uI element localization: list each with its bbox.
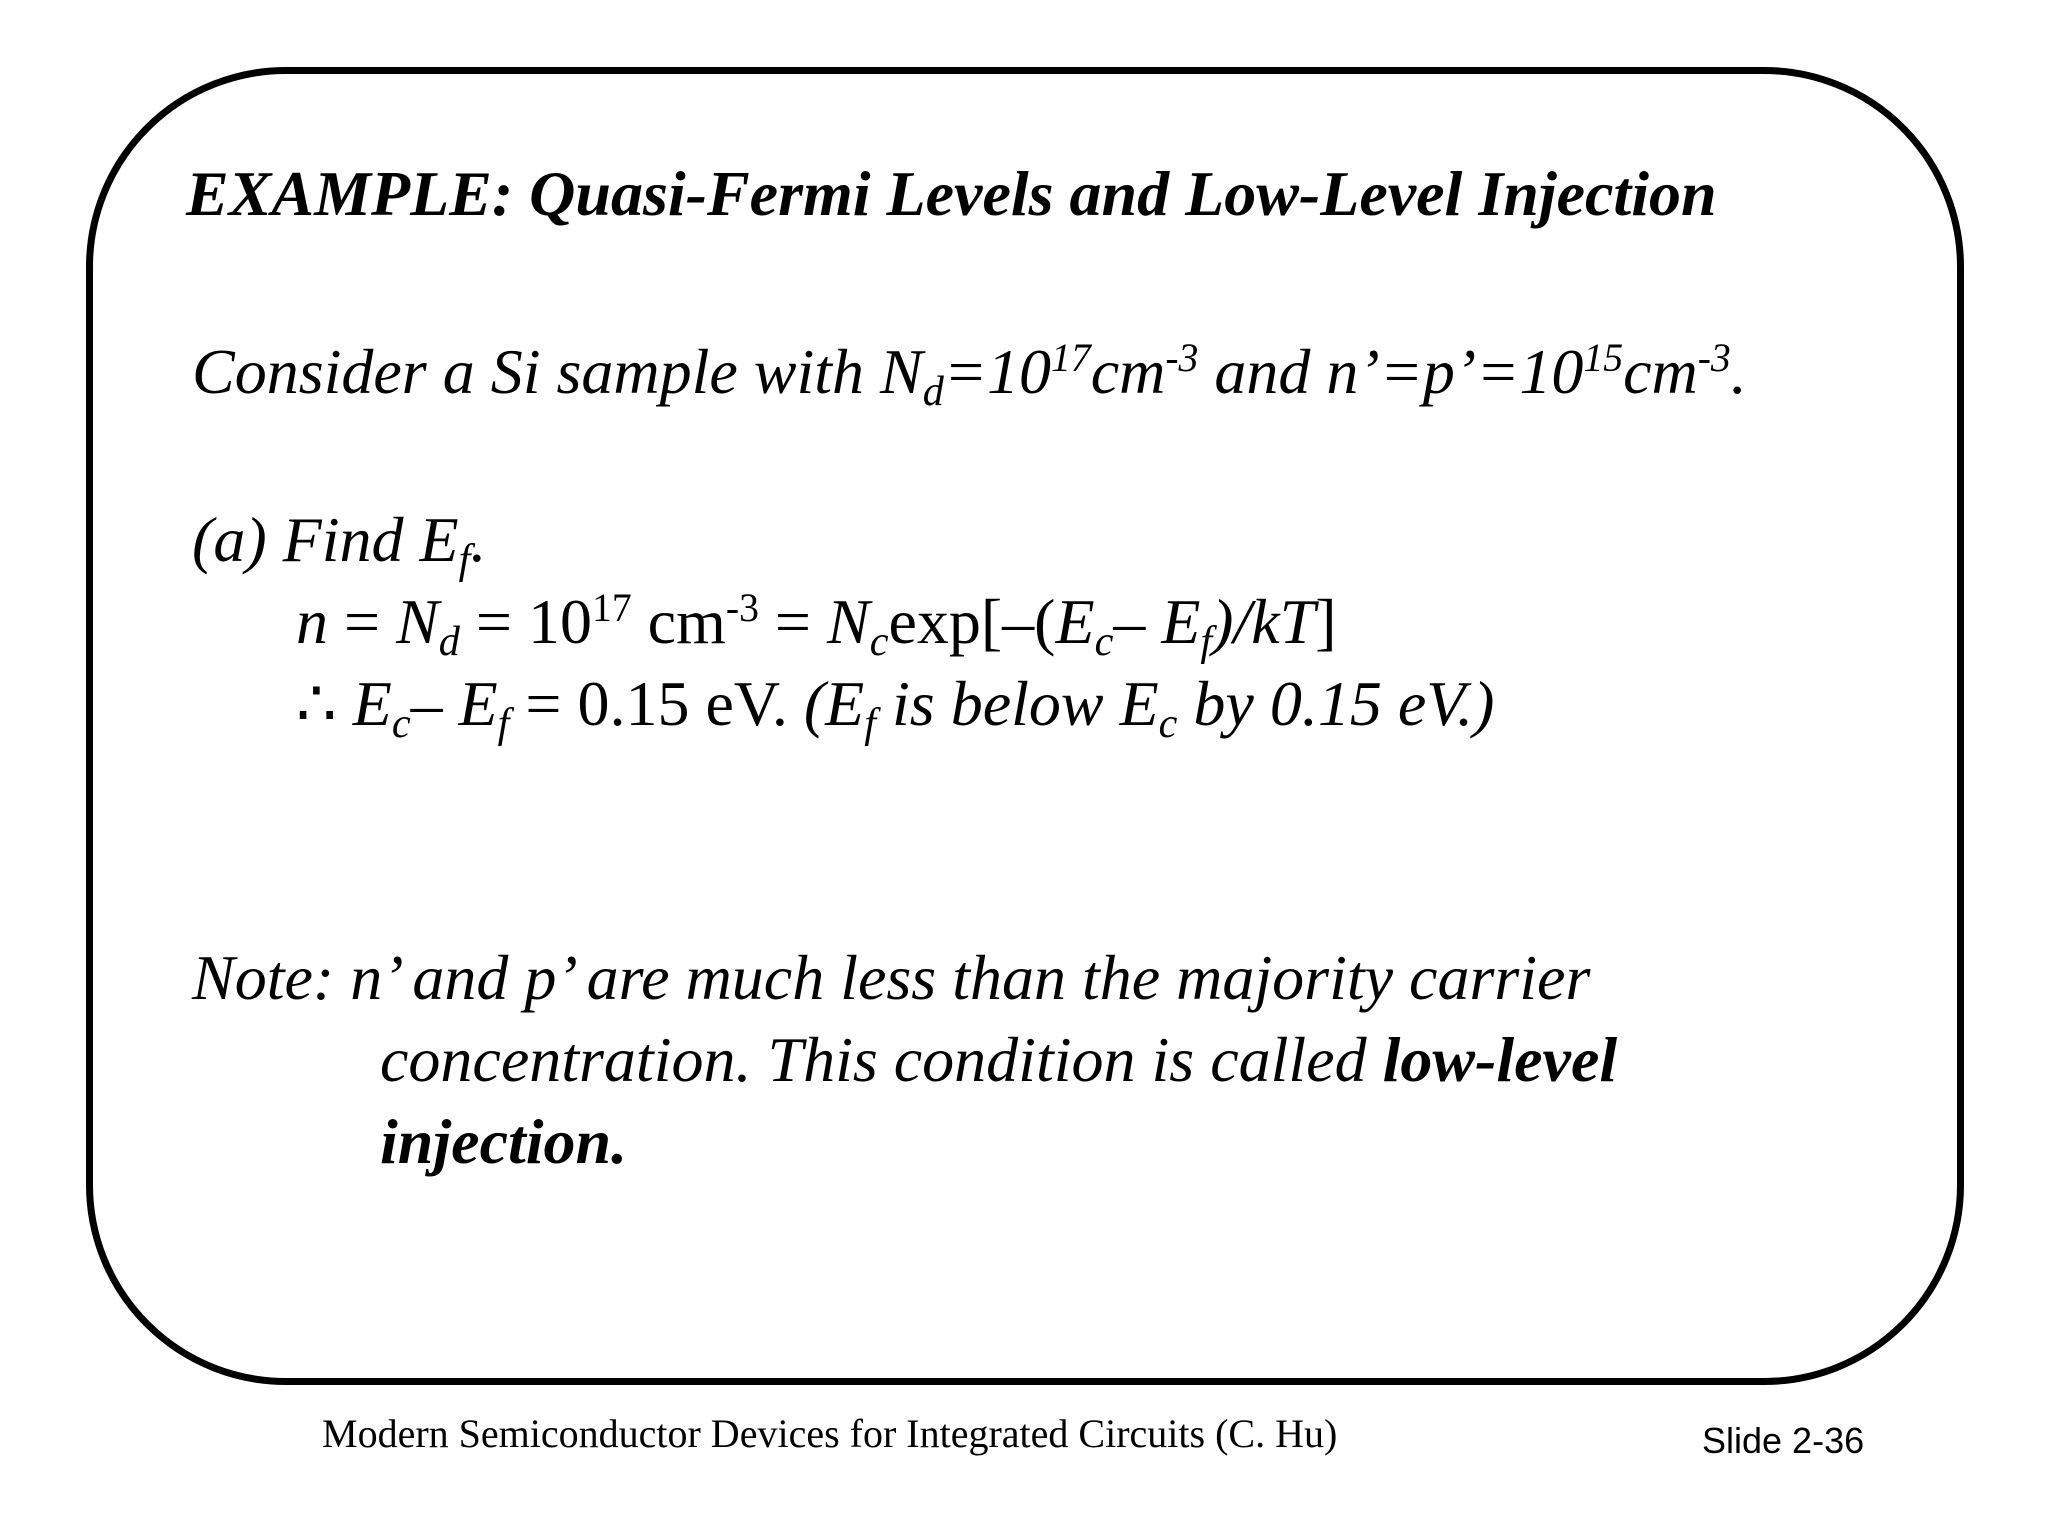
slide-number: Slide 2-36 xyxy=(1702,1420,1865,1461)
eq1-subscript-d: d xyxy=(438,617,460,665)
equation-1 xyxy=(296,586,1337,665)
note-line-1 xyxy=(192,942,1591,1013)
problem-statement xyxy=(192,336,1747,415)
equation-2 xyxy=(296,668,1495,747)
superscript-minus3: -3 xyxy=(1165,336,1199,381)
therefore-symbol: ∴ xyxy=(296,668,353,739)
eq2-below: is below E xyxy=(876,668,1159,739)
eq2-Ec: E xyxy=(352,668,392,739)
eq2-subscript-c-2: c xyxy=(1158,699,1178,747)
eq1-N: N xyxy=(396,586,439,657)
statement-text-3: cm xyxy=(1090,336,1166,407)
superscript-minus3-b: -3 xyxy=(1697,336,1731,381)
eq1-Nc: N xyxy=(827,586,870,657)
eq1-kT: )/kT xyxy=(1212,586,1316,657)
part-a-text-1: (a) Find E xyxy=(192,504,459,575)
note-line-2 xyxy=(380,1024,1618,1095)
subscript-d: d xyxy=(922,367,944,415)
note-line-3 xyxy=(380,1106,628,1177)
eq1-superscript-17: 17 xyxy=(592,586,632,631)
footer-book-title: Modern Semiconductor Devices for Integrated Circuits (C. Hu) xyxy=(322,1411,1338,1456)
eq1-cm: cm xyxy=(631,586,726,657)
eq1-subscript-f: f xyxy=(1200,617,1213,665)
part-a-subscript-f: f xyxy=(458,535,471,583)
superscript-17: 17 xyxy=(1051,336,1091,381)
eq1-exp: exp[–( xyxy=(888,586,1056,657)
eq1-subscript-c: c xyxy=(869,617,889,665)
part-a-heading xyxy=(192,504,487,583)
eq1-Ef: – E xyxy=(1113,586,1201,657)
note-emphasis-low-level: low-level xyxy=(1382,1024,1618,1095)
slide-title: EXAMPLE: Quasi-Fermi Levels and Low-Level Injection xyxy=(186,158,1717,229)
eq2-subscript-f-2: f xyxy=(864,699,876,747)
eq2-note-open: (E xyxy=(803,668,865,739)
eq1-superscript-minus3: -3 xyxy=(725,586,759,631)
statement-text-1: Consider a Si sample with N xyxy=(192,336,923,407)
note-emphasis-injection: injection. xyxy=(380,1106,628,1177)
note-label: Note: xyxy=(192,942,351,1013)
statement-text-5: cm xyxy=(1623,336,1698,407)
statement-text-2: =10 xyxy=(943,336,1052,407)
superscript-15: 15 xyxy=(1583,336,1624,381)
eq2-note-close: by 0.15 eV.) xyxy=(1177,668,1495,739)
eq1-n: n xyxy=(296,586,328,657)
eq1-equals-2: = xyxy=(758,586,828,657)
eq2-subscript-c: c xyxy=(391,699,411,747)
eq1-bracket: ] xyxy=(1315,586,1337,657)
statement-text-6: . xyxy=(1730,336,1747,407)
eq1-ten: = 10 xyxy=(459,586,592,657)
statement-text-4: and n’=p’=10 xyxy=(1198,336,1584,407)
eq1-equals: = xyxy=(328,586,397,657)
eq1-subscript-c-2: c xyxy=(1094,617,1114,665)
note-text-1: n’ and p’ are much less than the majority carrier xyxy=(350,942,1591,1013)
eq2-result: = 0.15 eV. xyxy=(509,668,804,739)
eq2-subscript-f: f xyxy=(497,699,510,747)
eq2-Ef: – E xyxy=(410,668,498,739)
eq1-Ec: E xyxy=(1055,586,1095,657)
note-text-2: concentration. This condition is called xyxy=(380,1024,1383,1095)
part-a-text-2: . xyxy=(470,504,487,575)
